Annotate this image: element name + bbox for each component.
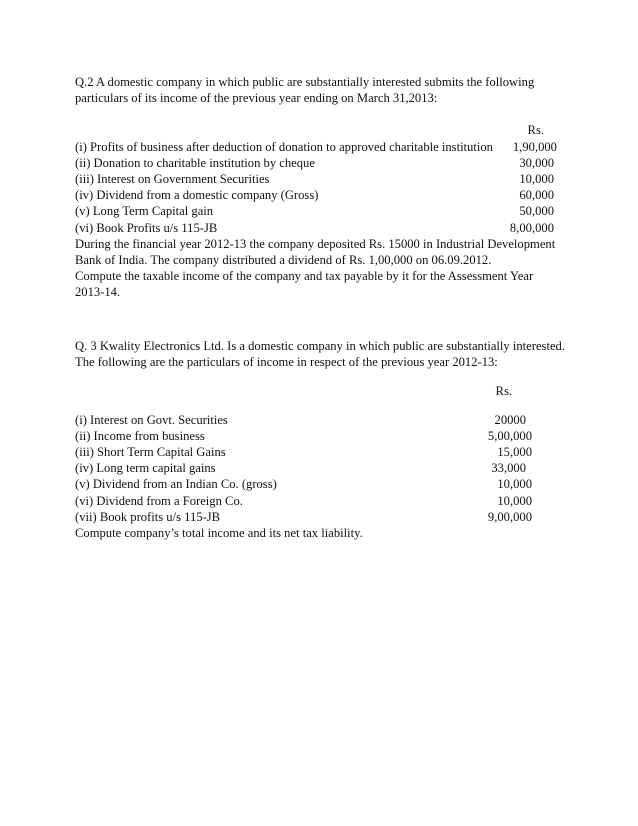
list-item bbox=[75, 428, 532, 444]
item-amount: 10,000 bbox=[497, 493, 532, 508]
item-label: (iv) Dividend from a domestic company (Gross) bbox=[75, 188, 319, 203]
list-item bbox=[75, 460, 532, 476]
item-label: (iii) Interest on Government Securities bbox=[75, 172, 270, 187]
question-2 bbox=[75, 74, 565, 301]
list-item bbox=[75, 155, 554, 171]
list-item bbox=[75, 139, 557, 155]
item-label: (i) Interest on Govt. Securities bbox=[75, 412, 228, 427]
list-item bbox=[75, 187, 554, 203]
item-amount: 20000 bbox=[494, 412, 526, 427]
list-item bbox=[75, 476, 532, 492]
item-label: (iv) Long term capital gains bbox=[75, 461, 216, 476]
q3-items-list bbox=[75, 412, 565, 525]
list-item bbox=[75, 171, 554, 187]
q3-closing: Compute company’s total income and its net tax liability. bbox=[75, 526, 363, 541]
item-amount: 33,000 bbox=[491, 461, 526, 476]
item-amount: 8,00,000 bbox=[509, 220, 554, 235]
list-item bbox=[75, 509, 532, 525]
item-label: (v) Dividend from an Indian Co. (gross) bbox=[75, 477, 277, 492]
item-amount: 15,000 bbox=[497, 445, 532, 460]
list-item bbox=[75, 412, 532, 428]
q2-paragraph-compute: Compute the taxable income of the company and tax payable by it for the Assessment Year 2013-14. bbox=[75, 269, 534, 300]
item-amount: 9,00,000 bbox=[487, 509, 532, 524]
list-item bbox=[75, 493, 532, 509]
q3-currency-header: Rs. bbox=[495, 384, 512, 399]
list-item bbox=[75, 203, 554, 219]
q2-paragraph-deposit: During the financial year 2012-13 the company deposited Rs. 15000 in Industrial Development Bank of India. The company distributed a dividend of Rs. 1,00,000 on 06.09.2012. bbox=[75, 236, 556, 268]
item-amount: 30,000 bbox=[519, 155, 554, 170]
item-amount: 1,90,000 bbox=[512, 139, 557, 154]
item-amount: 60,000 bbox=[519, 188, 554, 203]
item-amount: 50,000 bbox=[519, 204, 554, 219]
item-amount: 10,000 bbox=[519, 172, 554, 187]
q2-intro: Q.2 A domestic company in which public are substantially interested submits the following particulars of its income of the previous year ending on March 31,2013: bbox=[75, 75, 535, 106]
question-3 bbox=[75, 338, 565, 541]
q2-currency-header: Rs. bbox=[527, 123, 544, 138]
item-label: (vi) Dividend from a Foreign Co. bbox=[75, 493, 243, 508]
item-amount: 10,000 bbox=[497, 477, 532, 492]
item-label: (vii) Book profits u/s 115-JB bbox=[75, 509, 221, 524]
item-label: (ii) Income from business bbox=[75, 428, 205, 443]
list-item bbox=[75, 444, 532, 460]
list-item bbox=[75, 220, 554, 236]
item-amount: 5,00,000 bbox=[487, 428, 532, 443]
item-label: (vi) Book Profits u/s 115-JB bbox=[75, 220, 218, 235]
q2-items-list bbox=[75, 139, 565, 236]
item-label: (i) Profits of business after deduction of donation to approved charitable institution bbox=[75, 139, 493, 154]
item-label: (iii) Short Term Capital Gains bbox=[75, 445, 226, 460]
item-label: (v) Long Term Capital gain bbox=[75, 204, 214, 219]
q3-intro: Q. 3 Kwality Electronics Ltd. Is a domestic company in which public are substantially interested. The following are the particulars of income in respect of the previous year 2012-13: bbox=[75, 339, 565, 370]
item-label: (ii) Donation to charitable institution by cheque bbox=[75, 155, 315, 170]
